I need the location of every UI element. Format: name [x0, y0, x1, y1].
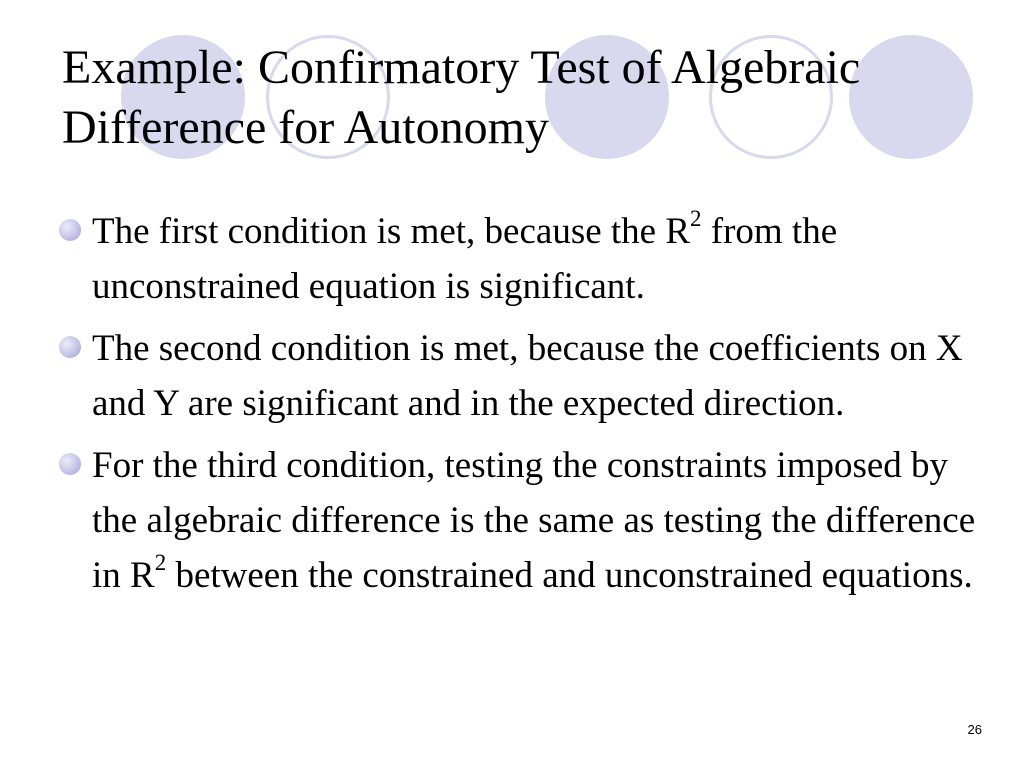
bullet-text-part: The first condition is met, because the R — [92, 211, 691, 252]
bullet-list — [56, 204, 976, 610]
bullet-text — [92, 445, 975, 596]
bullet-dot-icon — [59, 453, 81, 475]
bullet-dot-icon — [59, 336, 81, 358]
page-number: 26 — [967, 722, 982, 737]
bullet-text-part: For the third condition, testing the constraints imposed by the algebraic difference is the same as testing the difference in R — [92, 445, 976, 596]
bullet-text: The second condition is met, because the coefficients on X and Y are significant and in the expected direction. — [92, 328, 963, 424]
bullet-dot-icon — [59, 219, 81, 241]
bullet-text — [92, 205, 838, 307]
bullet-text-part: between the constrained and unconstrained equations. — [166, 555, 973, 596]
bullet-item — [56, 321, 976, 431]
superscript: 2 — [690, 205, 702, 231]
superscript: 2 — [154, 549, 167, 575]
bullet-text-part: from the unconstrained equation is significant. — [92, 211, 838, 307]
slide-title: Example: Confirmatory Test of Algebraic Difference for Autonomy — [62, 41, 861, 154]
bullet-item — [56, 204, 976, 314]
bullet-item — [56, 438, 976, 603]
